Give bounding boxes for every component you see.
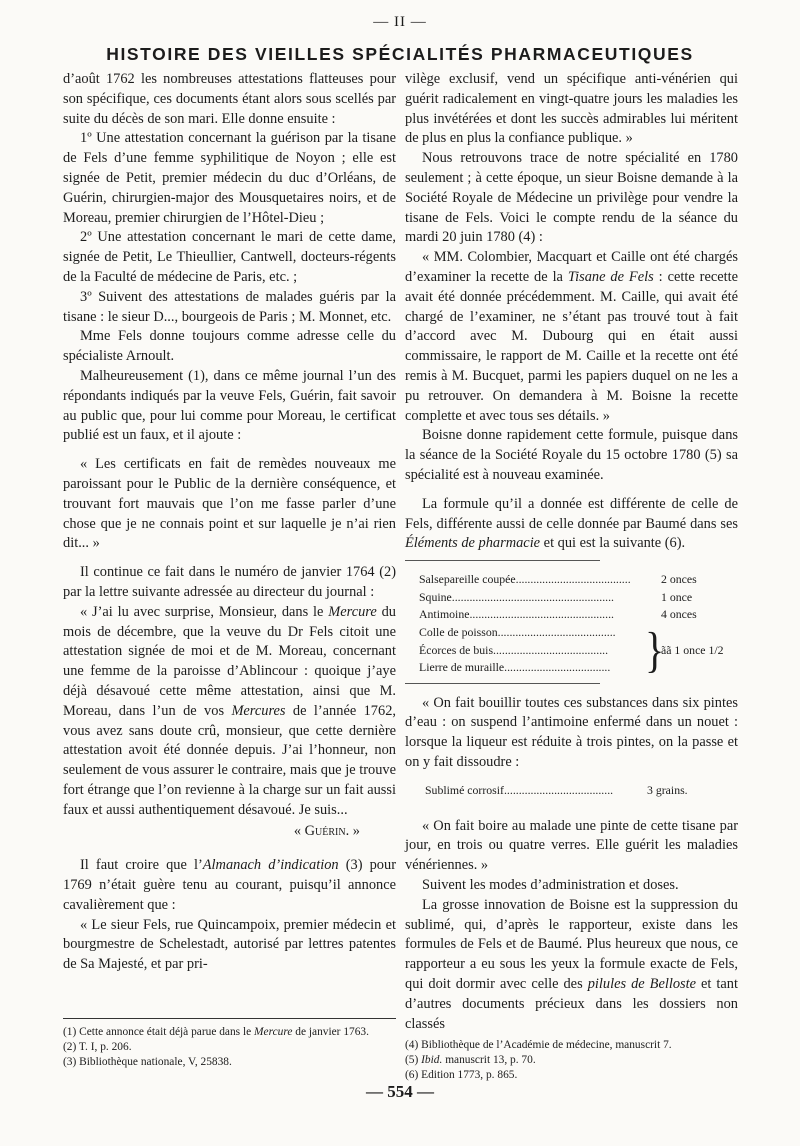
text-run: de l’année 1762, vous avez sans doute crû, monsieur, que cette dernière attestation avoit été donnée depuis. J’ai l’honneur, non seulement de vous assurer le contraire, mais que je trouve fort étrange que l’on revienne à la charge sur un fait aussi faux et aussi authentiquement désavoué. Je suis... (63, 702, 396, 818)
ingredient-name: Colle de poisson........................................ (419, 624, 616, 639)
formula-table (419, 571, 739, 677)
paragraph: Il continue ce fait dans le numéro de janvier 1764 (2) par la lettre suivante adressée au directeur du journal : (63, 564, 396, 600)
footnote: (2) T. I, p. 206. (63, 1040, 132, 1053)
running-title: HISTOIRE DES VIEILLES SPÉCIALITÉS PHARMACEUTIQUES (106, 44, 694, 64)
ingredient-qty: 2 onces (661, 572, 697, 587)
italic-title: Ibid. (421, 1053, 443, 1066)
italic-title: Tisane de Fels (567, 268, 654, 285)
quotation: « Les certificats en fait de remèdes nouveaux me paroissant pour le Public de la dernière conséquence, et trouvant fort mauvais que l’on me fasse parler d’une chose que je ne connais point et sur laquelle je n’ai rien dit... » (63, 456, 396, 552)
quotation: « Le sieur Fels, rue Quincampoix, premier médecin et bourgmestre de Schelestadt, autorisé par lettres patentes de Sa Majesté, et par pri- (63, 916, 396, 973)
paragraph: Boisne donne rapidement cette formule, puisque dans la séance de la Société Royale du 15 octobre 1780 (5) sa spécialité est à nouveau examinée. (405, 427, 738, 483)
text-run: « J’ai lu avec surprise, Monsieur, dans le (80, 603, 329, 620)
left-column (63, 70, 396, 975)
paragraph: Malheureusement (1), dans ce même journal l’un des répondants indiqués par la veuve Fels, Guérin, fait savoir au public que, pour lui comme pour Moreau, le certificat publié est un faux, et il ajoute : (63, 367, 396, 444)
brace-glyph: } (645, 621, 665, 678)
ingredient-qty: 3 grains. (647, 782, 688, 797)
divider (405, 560, 600, 561)
text-run: La grosse innovation de Boisne est la suppression du sublimé, qui, d’après le rapporteur, existe dans les formules de Fels et de Baumé. Plus heureux que nous, ce rapporteur a eu sous les yeux la formule exacte de Fels, qui doit dormir avec celle des (405, 896, 738, 993)
ingredient-name: Lierre de muraille.................................... (419, 660, 611, 675)
paragraph: 3º Suivent des attestations de malades guéris par la tisane : le sieur D..., bourgeois de Paris ; M. Monnet, etc. (63, 288, 396, 325)
italic-title: pilules de Belloste (587, 976, 697, 993)
paragraph: d’août 1762 les nombreuses attestations flatteuses pour son spécifique, ces documents étant alors sous scellés par suite du décès de son mari. Elle donne ensuite : (63, 71, 396, 127)
paragraph (63, 856, 396, 915)
signature: « Guérin. » (293, 823, 360, 840)
footnote: (1) Cette annonce était déjà parue dans le Mercure de janvier 1763. (63, 1026, 369, 1038)
quotation: « On fait bouillir toutes ces substances dans six pintes d’eau : on suspend l’antimoine enfermé dans un nouet : lorsque la liqueur est réduite à trois pintes, on la passe et on y fait dissoudre : (405, 694, 738, 771)
italic-title: Mercure (328, 603, 377, 620)
ingredient-qty: 1 once (661, 589, 693, 604)
ingredient-name: Salsepareille coupée....................................... (419, 572, 631, 587)
italic-title: Almanach d’indication (202, 857, 339, 874)
right-column (405, 70, 738, 1034)
paragraph: Suivent les modes d’administration et doses. (422, 877, 679, 894)
ingredient-name: Antimoine................................................. (419, 607, 614, 622)
text-run: Il faut croire que l’ (80, 857, 203, 874)
text-run: du mois de décembre, que la veuve du Dr Fels citoit une attestation signée de moi et de M. Moreau, concernant une femme de la paroisse d’Ablincour : quoique j’aye déjà désavoué cette même attestation, ainsi que M. Moreau, dans l’un de vos (63, 603, 396, 719)
formula-brace-group (419, 621, 739, 678)
paragraph: Nous retrouvons trace de notre spécialité en 1780 seulement ; à cette époque, un sieur Boisne demande à la Société Royale de Médecine un privilège pour vendre la tisane de Fels. Voici le compte rendu de la séance du mardi 20 juin 1780 (4) : (405, 150, 738, 246)
footnote: (6) Edition 1773, p. 865. (405, 1068, 518, 1081)
quotation (405, 248, 738, 426)
italic-title: Mercure (254, 1026, 293, 1038)
ingredient-qty: 4 onces (661, 607, 697, 622)
ingredient-name: Écorces de buis....................................... (419, 642, 609, 657)
footnotes-left (63, 1018, 396, 1069)
text-run: : cette recette avait été donnée précédemment. M. Caille, qui avait été chargé de l’examiner, ne s’étant pas trouvé tout à fait d’accord avec M. Dubourg qui en était aussi commissaire, le rapport de M. Caille et la recette ont été remis à M. Bucquet, parmi les papiers duquel on ne les a pu retrouver. On demandera à M. Boisne la recette complette et avec tous ses détails. » (405, 268, 738, 424)
formula-row (419, 589, 739, 607)
formula-row (419, 571, 739, 589)
ingredient-name: Sublimé corrosif..................................... (425, 782, 614, 797)
text-run: « MM. Colombier, Macquart et Caille ont été chargés d’examiner la recette de la (405, 249, 738, 285)
italic-title: Éléments de pharmacie (405, 535, 541, 552)
footnotes-right (405, 1038, 745, 1082)
paragraph (405, 495, 738, 554)
paragraph: 2º Une attestation concernant le mari de cette dame, signée de Petit, Le Thieullier, Cantwell, docteurs-régents de la Faculté de médecine de Paris, etc. ; (63, 229, 396, 285)
formula-row (425, 781, 725, 801)
quotation (63, 603, 396, 821)
paragraph (405, 896, 738, 1035)
footnote: (4) Bibliothèque de l’Académie de médecine, manuscrit 7. (405, 1039, 672, 1051)
formula-row (419, 606, 739, 624)
footnote-rule (63, 1018, 396, 1019)
text-run: La formule qu’il a donnée est différente de celle de Fels, différente aussi de celle donnée par Baumé dans ses (405, 495, 738, 532)
text-run: et tant d’autres documents précieux dans les dossiers non classés (405, 976, 738, 1032)
page-number: — 554 — (366, 1082, 434, 1101)
paragraph: vilège exclusif, vend un spécifique anti-vénérien qui guérit radicalement en vingt-quatre jours les maladies les plus invétérées et dont les succès admirables lui méritent de plus en plus la confiance publique. » (405, 71, 738, 147)
ingredient-name: Squine....................................................... (419, 589, 614, 604)
divider (405, 683, 600, 684)
italic-title: Mercures (231, 702, 286, 719)
ingredient-qty: ãã 1 once 1/2 (661, 642, 724, 657)
footnote: (5) Ibid. manuscrit 13, p. 70. (405, 1053, 536, 1066)
footnote: (3) Bibliothèque nationale, V, 25838. (63, 1055, 232, 1068)
quotation: « On fait boire au malade une pinte de cette tisane par jour, en trois ou quatre verres. Elle guérit les maladies vénériennes. » (405, 817, 738, 874)
paragraph: Mme Fels donne toujours comme adresse celle du spécialiste Arnoult. (63, 328, 396, 365)
paragraph: 1º Une attestation concernant la guérison par la tisane de Fels d’une femme syphilitique de Noyon ; elle est signée de Petit, premier médecin du duc d’Orléans, de Guérin, chirurgien-major des Mousquetaires noirs, et de Moreau, premier chirurgien de l’Hôtel-Dieu ; (63, 130, 396, 226)
text-run: et qui est la suivante (6). (540, 535, 686, 552)
text-run: (3) pour 1769 n’était guère tenu au courant, puisqu’il annonce cavalièrement que : (63, 857, 396, 913)
page-marker: — II — (373, 14, 427, 30)
